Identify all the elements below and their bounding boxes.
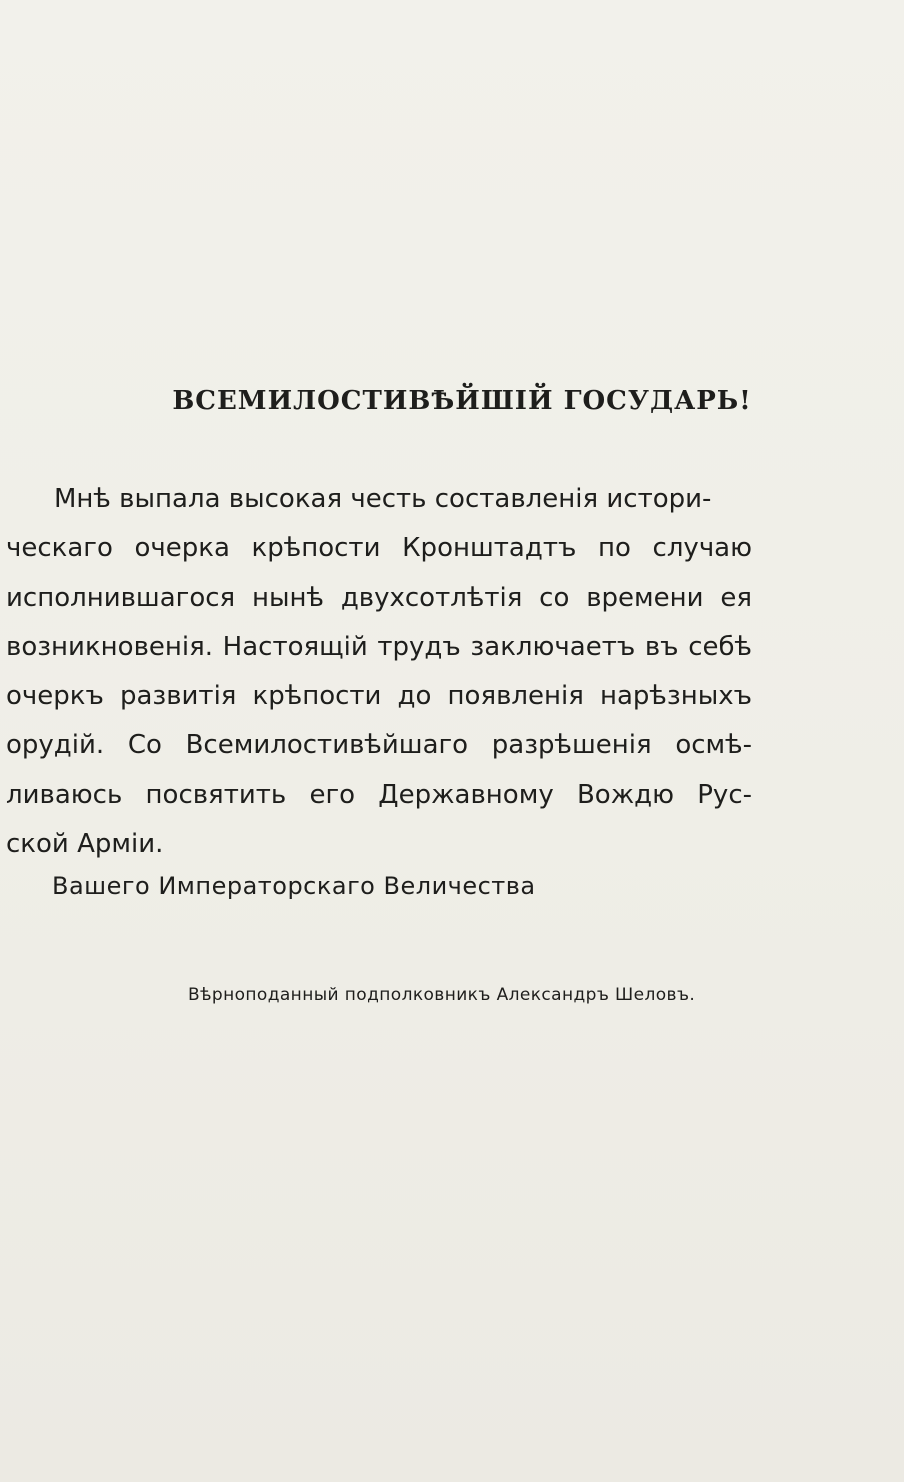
dedication-body — [6, 475, 752, 869]
body-line-8: ской Арміи. — [6, 829, 164, 860]
body-line-2: ческаго очерка крѣпости Кронштадтъ по случаю — [6, 533, 752, 564]
signature-line: Вѣрноподанный подполковникъ Александръ Шеловъ. — [188, 985, 696, 1005]
dedication-heading: ВСЕМИЛОСТИВѢЙШІЙ ГОСУДАРЬ! — [172, 386, 752, 416]
body-line-1: Мнѣ выпала высокая честь составленія истори- — [54, 484, 712, 514]
body-line-7: ливаюсь посвятить его Державному Вождю Рус- — [6, 779, 752, 810]
body-line-3: исполнившагося нынѣ двухсотлѣтія со времени ея — [6, 582, 752, 613]
body-line-6: орудій. Со Всемилостивѣйшаго разрѣшенія осмѣ- — [6, 730, 752, 761]
closing-formula: Вашего Императорскаго Величества — [52, 872, 536, 900]
body-line-4: возникновенія. Настоящій трудъ заключаетъ въ себѣ — [6, 631, 752, 662]
body-line-5: очеркъ развитія крѣпости до появленія нарѣзныхъ — [6, 681, 752, 712]
